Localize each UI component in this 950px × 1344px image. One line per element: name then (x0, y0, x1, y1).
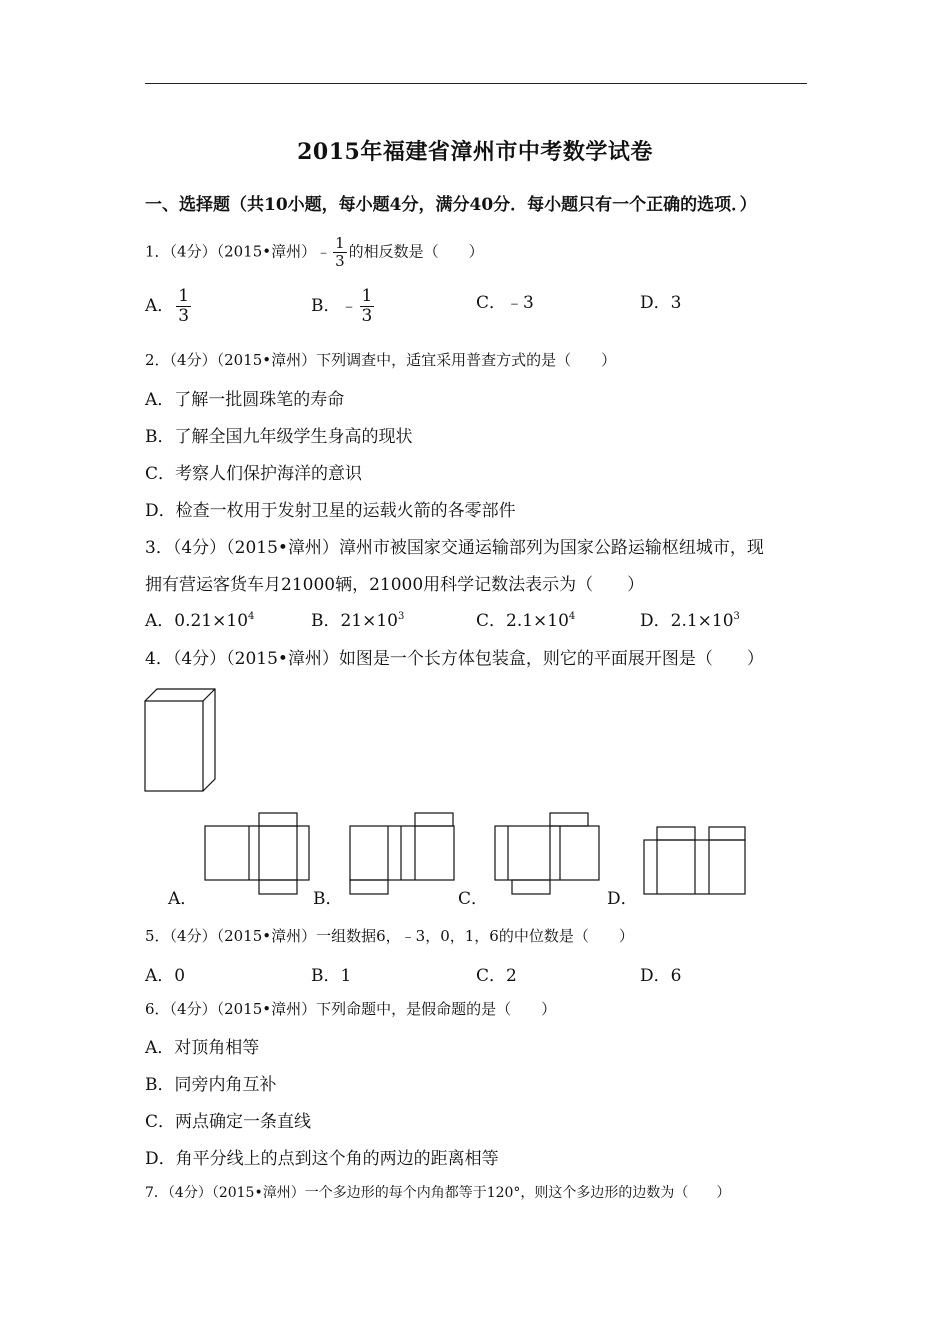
q1-a-num: 1 (178, 286, 190, 306)
q4-net-b (349, 812, 459, 896)
q4-net-a (204, 812, 314, 896)
question-7-stem: 7．（4分）（2015•漳州）一个多边形的每个内角都等于120°，则这个多边形的边数为（ ） (145, 1185, 731, 1201)
net-b-body (350, 826, 454, 880)
q3-option-b (311, 606, 404, 631)
q4-option-a-label: A． (168, 889, 198, 909)
net-b-top-flap (415, 813, 453, 826)
net-d-top-flap-1 (657, 827, 695, 840)
box-front-face (145, 701, 203, 791)
q5-option-b: B．1 (311, 966, 352, 986)
q1-option-a-fraction (176, 288, 191, 325)
net-b-bottom-flap (350, 880, 388, 894)
q6-option-b: B．同旁内角互补 (145, 1075, 277, 1095)
q2-option-c: C．考察人们保护海洋的意识 (145, 464, 363, 484)
q3-a-text: A．0.21×10 (145, 611, 249, 631)
q4-box-figure (144, 688, 216, 792)
net-d-top-flap-2 (709, 827, 745, 840)
q1-b-den: 3 (361, 306, 373, 326)
box-back-edges (145, 689, 215, 791)
q6-option-c: C．两点确定一条直线 (145, 1112, 312, 1132)
q3-b-text: B．21×10 (311, 611, 399, 631)
net-c-top-flap (550, 813, 588, 826)
net-c-bottom-flap (512, 880, 550, 894)
q1-option-d: D．3 (640, 293, 682, 313)
q4-net-d (643, 826, 749, 896)
q3-b-exp: 3 (398, 611, 405, 622)
box-top-edge (203, 689, 215, 701)
net-a-bottom-flap (259, 880, 297, 894)
question-1-stem (145, 236, 484, 269)
q5-option-d: D．6 (640, 966, 682, 986)
question-6-stem: 6．（4分）（2015•漳州）下列命题中，是假命题的是（ ） (145, 1000, 557, 1018)
q1-frac-num: 1 (335, 234, 345, 252)
q1-prefix: 1．（4分）（2015•漳州）﹣ (145, 242, 332, 261)
header-rule (145, 83, 807, 84)
q2-option-a: A．了解一批圆珠笔的寿命 (145, 390, 345, 410)
q4-option-d-label: D． (607, 889, 638, 909)
q6-option-d: D．角平分线上的点到这个角的两边的距离相等 (145, 1149, 499, 1169)
q5-option-a: A．0 (145, 966, 186, 986)
q3-option-d (640, 606, 740, 631)
q1-b-num: 1 (361, 286, 373, 306)
question-2-stem: 2．（4分）（2015•漳州）下列调查中，适宜采用普查方式的是（ ） (145, 351, 617, 369)
q4-option-b-label: B． (313, 889, 343, 909)
q1-option-b (311, 288, 376, 325)
question-4-stem: 4．（4分）（2015•漳州）如图是一个长方体包装盒，则它的平面展开图是（ ） (145, 649, 764, 669)
q1-suffix: 的相反数是（ ） (348, 242, 484, 261)
question-5-stem: 5．（4分）（2015•漳州）一组数据6，﹣3，0，1，6的中位数是（ ） (145, 927, 634, 945)
q1-fraction (333, 236, 347, 269)
question-3-stem-line1: 3．（4分）（2015•漳州）漳州市被国家交通运输部列为国家公路运输枢纽城市，现 (145, 538, 764, 558)
q1-a-den: 3 (178, 306, 190, 326)
q4-net-c (494, 812, 604, 896)
q2-option-d: D．检查一枚用于发射卫星的运载火箭的各零部件 (145, 501, 516, 521)
q3-option-a (145, 606, 254, 631)
q3-c-exp: 4 (568, 611, 576, 622)
q1-option-b-label: B． (311, 296, 341, 316)
q5-option-c: C．2 (476, 966, 517, 986)
net-a-body (205, 826, 309, 880)
net-a-top-flap (259, 813, 297, 826)
q1-option-b-sign: ﹣ (340, 296, 358, 316)
q2-option-b: B．了解全国九年级学生身高的现状 (145, 427, 413, 447)
q4-option-c-label: C． (458, 889, 489, 909)
q1-option-a (145, 288, 193, 325)
q3-c-text: C．2.1×10 (476, 611, 569, 631)
q1-option-c: C．﹣3 (476, 293, 534, 313)
q3-a-exp: 4 (248, 611, 255, 622)
question-3-stem-line2: 拥有营运客货车月21000辆，21000用科学记数法表示为（ ） (145, 575, 645, 595)
section-heading: 一、选择题（共10小题，每小题4分，满分40分．每小题只有一个正确的选项．） (145, 195, 757, 215)
page-title: 2015年福建省漳州市中考数学试卷 (297, 139, 653, 165)
q3-d-exp: 3 (733, 611, 740, 622)
q3-option-c (476, 606, 575, 631)
q1-option-b-fraction (360, 288, 375, 325)
q3-d-text: D．2.1×10 (640, 611, 734, 631)
q6-option-a: A．对顶角相等 (145, 1038, 260, 1058)
q1-option-a-label: A． (145, 296, 175, 316)
net-c-body (495, 826, 599, 880)
q1-frac-den: 3 (335, 252, 345, 270)
